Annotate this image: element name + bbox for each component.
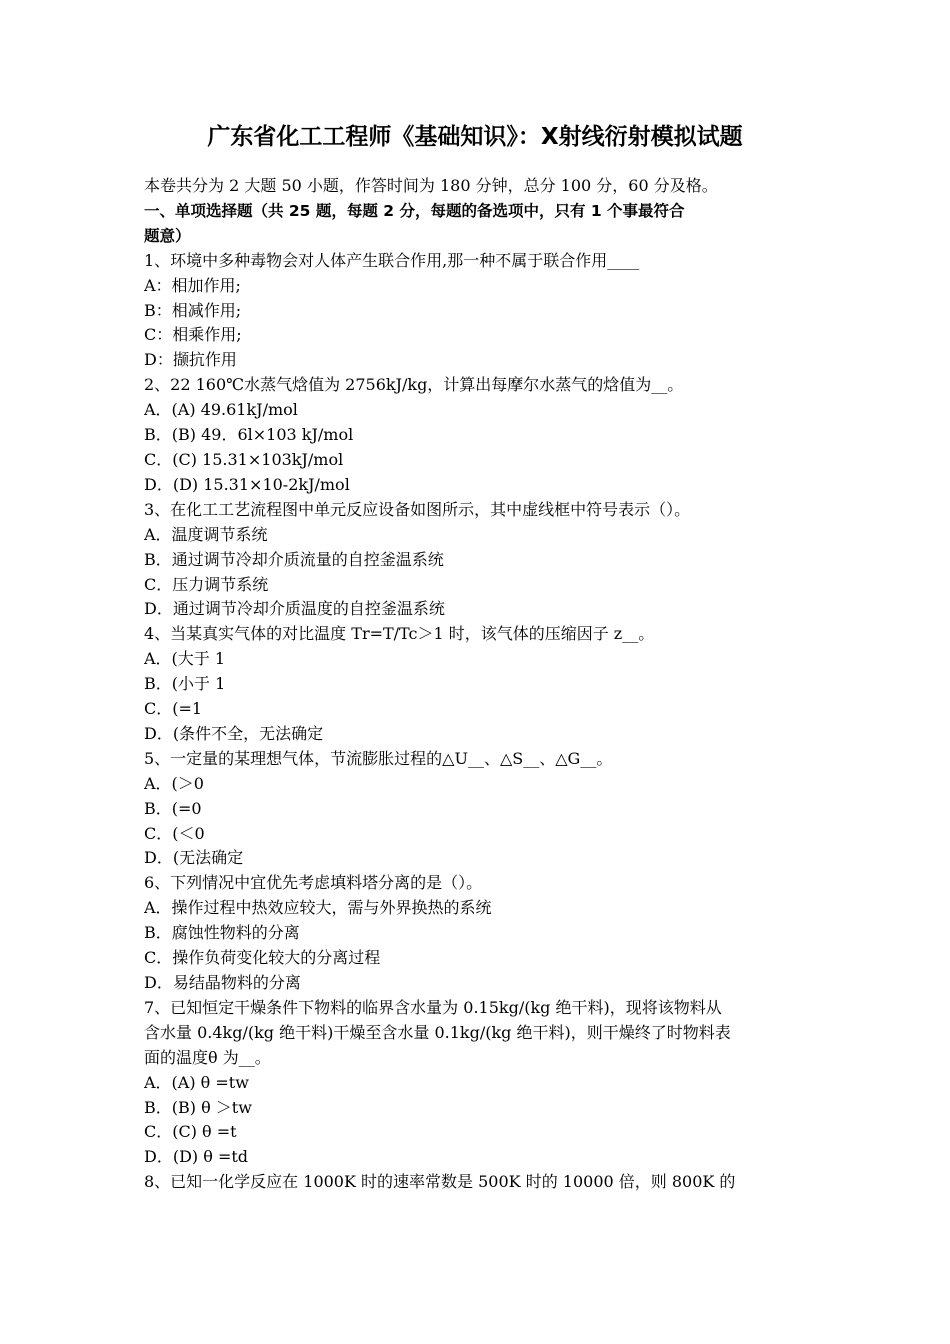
question-option: C．(C) 15.31×103kJ/mol	[144, 449, 344, 469]
question-option: D．(无法确定	[144, 848, 244, 868]
question-stem: 7、已知恒定干燥条件下物料的临界含水量为 0.15kg/(kg 绝干料)，现将该物料从	[144, 997, 722, 1017]
question-option: A．(大于 1	[144, 649, 226, 669]
exam-intro: 本卷共分为 2 大题 50 小题，作答时间为 180 分钟，总分 100 分，60 分及格。	[144, 176, 718, 195]
question-option: A．操作过程中热效应较大，需与外界换热的系统	[144, 898, 492, 918]
question-option: B．(B) θ ＞tw	[144, 1097, 252, 1117]
question-6	[144, 871, 814, 996]
question-option: B．通过调节冷却介质流量的自控釜温系统	[144, 549, 444, 569]
question-option: D．(D) θ =td	[144, 1147, 249, 1167]
question-stem: 4、当某真实气体的对比温度 Tr=T/Tc＞1 时，该气体的压缩因子 z__。	[144, 624, 655, 644]
section-heading-line-2: 题意）	[144, 226, 191, 245]
question-option: B：相减作用;	[144, 300, 242, 320]
question-option: A：相加作用;	[144, 275, 241, 295]
question-option: B．腐蚀性物料的分离	[144, 923, 300, 943]
question-option: C．压力调节系统	[144, 574, 269, 594]
question-stem: 2、22 160℃水蒸气焓值为 2756kJ/kg，计算出每摩尔水蒸气的焓值为__。	[144, 375, 684, 395]
question-option: A．温度调节系统	[144, 524, 268, 544]
section-heading-line-1: 一、单项选择题（共 25 题，每题 2 分，每题的备选项中，只有 1 个事最符合	[144, 201, 685, 220]
question-option: C．(C) θ =t	[144, 1122, 237, 1142]
question-option: C．(=1	[144, 699, 203, 719]
question-option: A．(A) θ =tw	[144, 1072, 249, 1092]
question-option: A．(A) 49.61kJ/mol	[144, 400, 298, 420]
question-option: B．(=0	[144, 798, 202, 818]
question-stem: 3、在化工工艺流程图中单元反应设备如图所示，其中虚线框中符号表示（）。	[144, 499, 691, 519]
document-title: 广东省化工工程师《基础知识》：X射线衍射模拟试题	[207, 124, 743, 150]
question-1	[144, 249, 814, 374]
question-option: B．(小于 1	[144, 674, 226, 694]
document-body	[144, 174, 814, 1195]
question-option: B．(B) 49．6l×103 kJ/mol	[144, 425, 354, 445]
question-stem: 6、下列情况中宜优先考虑填料塔分离的是（）。	[144, 873, 483, 893]
question-stem: 8、已知一化学反应在 1000K 时的速率常数是 500K 时的 10000 倍，则 800K 的	[144, 1172, 736, 1192]
question-8	[144, 1170, 814, 1195]
question-option: A．(＞0	[144, 773, 204, 793]
question-option: D．通过调节冷却介质温度的自控釜温系统	[144, 599, 445, 619]
question-option: D：撷抗作用	[144, 350, 237, 370]
question-option: C．(＜0	[144, 823, 205, 843]
question-option: D．(条件不全，无法确定	[144, 723, 324, 743]
question-option: C：相乘作用;	[144, 325, 242, 345]
question-3	[144, 498, 814, 623]
question-stem: 面的温度θ 为__。	[144, 1047, 271, 1067]
question-2	[144, 373, 814, 498]
question-4	[144, 622, 814, 747]
question-7	[144, 996, 814, 1170]
question-stem: 含水量 0.4kg/(kg 绝干料)干燥至含水量 0.1kg/(kg 绝干料)，则干燥终了时物料表	[144, 1022, 731, 1042]
question-option: D．(D) 15.31×10-2kJ/mol	[144, 474, 350, 494]
question-stem: 1、环境中多种毒物会对人体产生联合作用,那一种不属于联合作用____	[144, 250, 640, 270]
question-5	[144, 747, 814, 872]
question-option: D．易结晶物料的分离	[144, 973, 301, 992]
question-option: C．操作负荷变化较大的分离过程	[144, 948, 381, 968]
question-stem: 5、一定量的某理想气体，节流膨胀过程的△U__、△S__、△G__。	[144, 748, 613, 768]
